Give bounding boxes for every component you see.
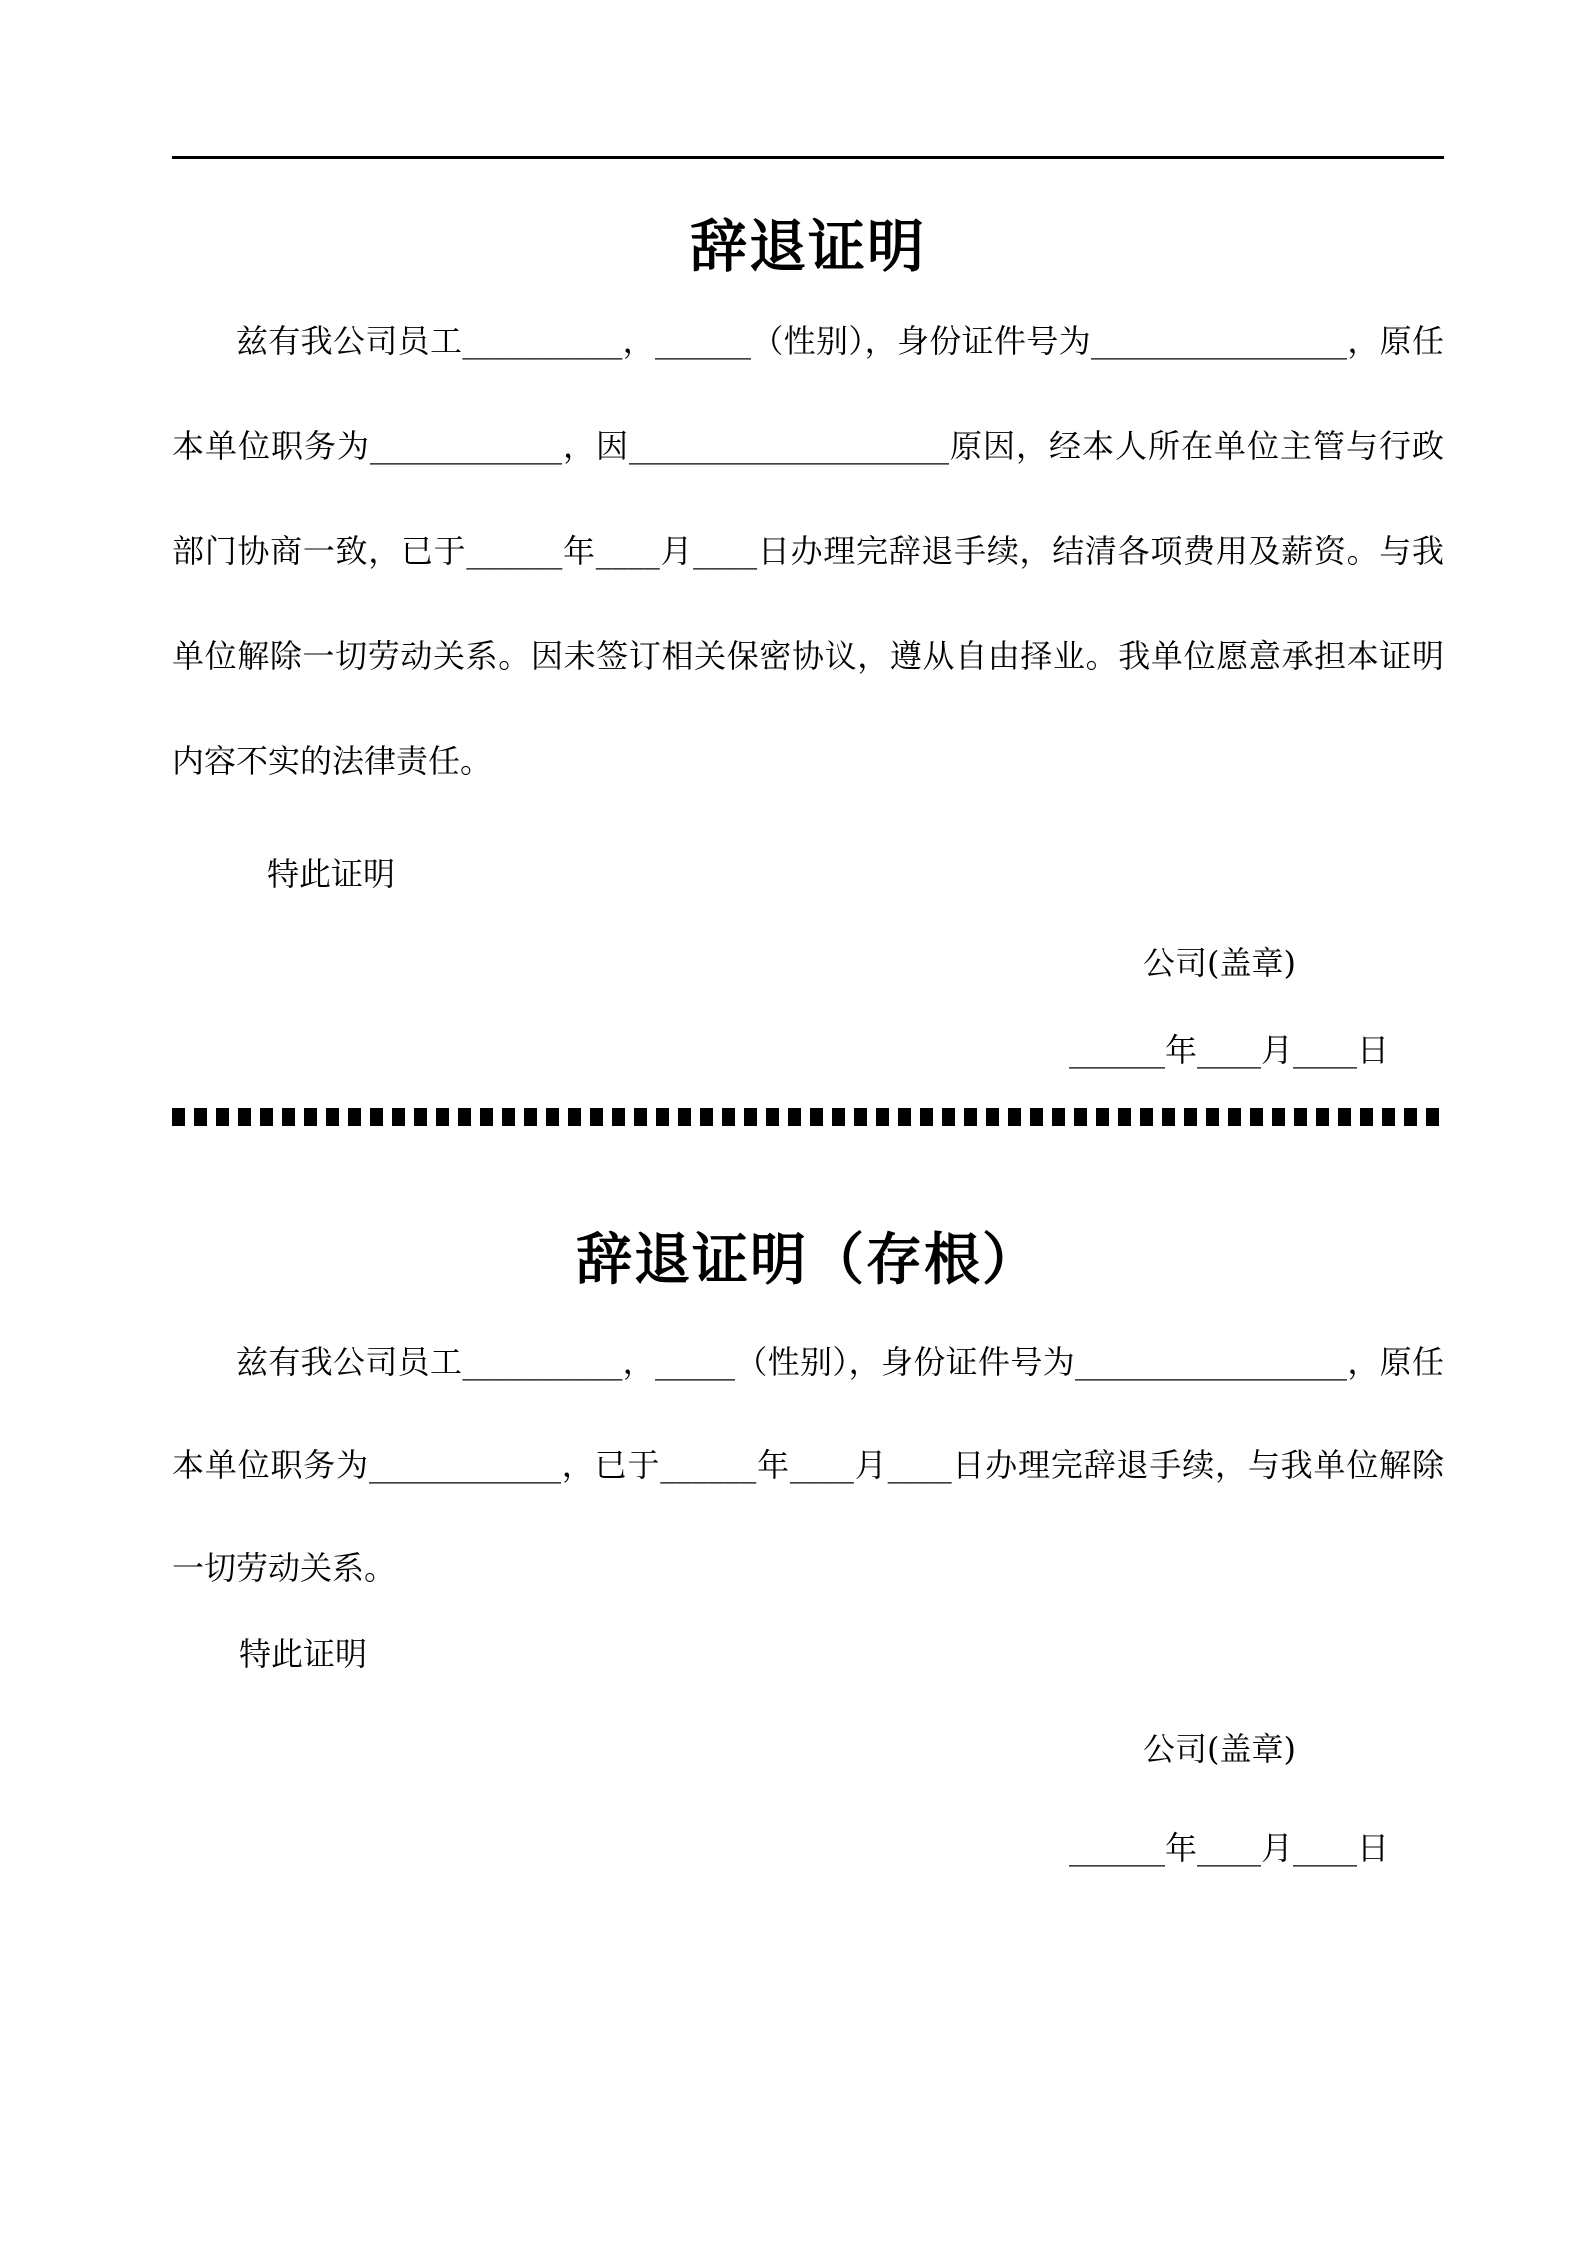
certificate-date-blank-line: ______年____月____日 bbox=[1068, 1031, 1389, 1069]
stub-title: 辞退证明（存根） bbox=[576, 1227, 1040, 1293]
stub-body: 兹有我公司员工__________，_____（性别），身份证件号为_________________，原任本单位职务为____________，已于______年____月____日办理完辞退手续，与我单位解除一切劳动关系。 bbox=[172, 1343, 1444, 1587]
stub-date-blank-line: ______年____月____日 bbox=[1068, 1829, 1389, 1867]
certificate-title: 辞退证明 bbox=[690, 213, 926, 280]
certificate-body: 兹有我公司员工__________，______（性别），身份证件号为________________，原任本单位职务为____________，因____________________原因，经本人所在单位主管与行政部门协商一致，已于______年____月____日办理完辞退手续，结清各项费用及薪资。与我单位解除一切劳动关系。因未签订相关保密协议，遵从自由择业。我单位愿意承担本证明内容不实的法律责任。 bbox=[172, 322, 1444, 780]
certificate-company-seal-line: 公司(盖章) bbox=[1143, 944, 1296, 982]
stub-company-seal-line: 公司(盖章) bbox=[1143, 1730, 1296, 1768]
stub-hereby-note: 特此证明 bbox=[239, 1635, 368, 1673]
header-rule bbox=[172, 156, 1444, 159]
cut-line-divider bbox=[172, 1108, 1444, 1126]
certificate-hereby-note: 特此证明 bbox=[267, 855, 396, 893]
